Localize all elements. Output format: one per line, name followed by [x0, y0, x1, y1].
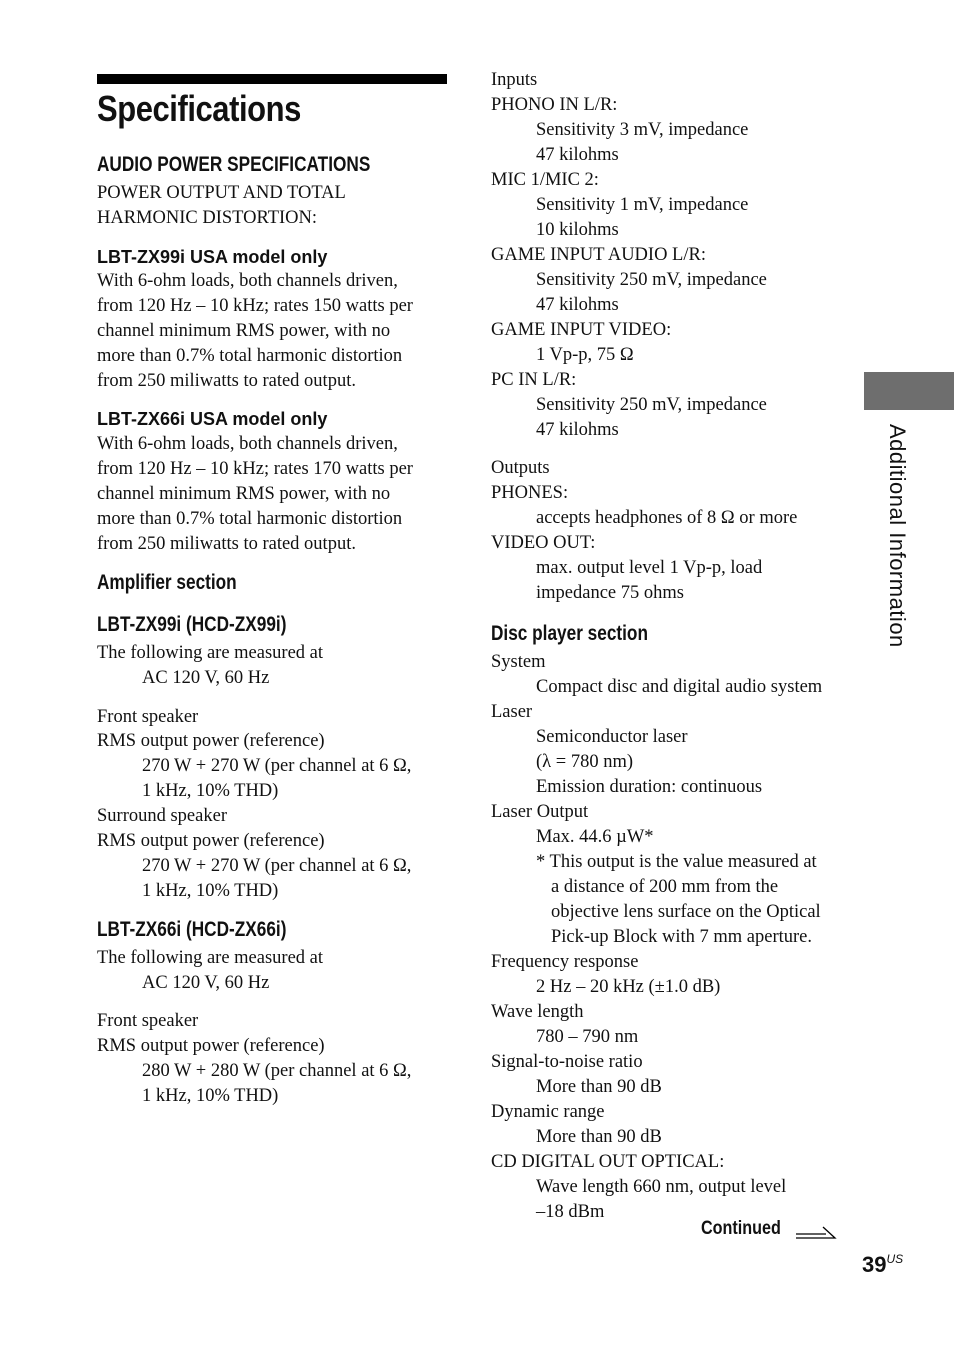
zx66-usa-heading: LBT-ZX66i USA model only [97, 409, 328, 429]
zx99-front-value: 270 W + 270 W (per channel at 6 Ω, [142, 756, 412, 776]
zx66-ac: AC 120 V, 60 Hz [142, 973, 270, 993]
zx66-front-value: 280 W + 280 W (per channel at 6 Ω, [142, 1061, 412, 1081]
laser-output-value: Max. 44.6 µW* [536, 827, 654, 847]
section-tab-marker [864, 372, 954, 410]
laser-label: Laser [491, 702, 533, 722]
zx66-usa-text: With 6-ohm loads, both channels driven, [97, 434, 398, 454]
pc-value: Sensitivity 250 mV, impedance [536, 395, 767, 415]
phones-label: PHONES: [491, 483, 569, 503]
mic-value: 10 kilohms [536, 220, 619, 240]
cd-digital-out-label: CD DIGITAL OUT OPTICAL: [491, 1152, 725, 1172]
amplifier-section-heading: Amplifier section [97, 571, 237, 594]
video-out-label: VIDEO OUT: [491, 533, 596, 553]
zx99-usa-text: more than 0.7% total harmonic distortion [97, 346, 403, 366]
zx66-heading: LBT-ZX66i (HCD-ZX66i) [97, 918, 287, 941]
snr-value: More than 90 dB [536, 1077, 662, 1097]
audio-intro-line: HARMONIC DISTORTION: [97, 208, 318, 228]
title-rule [97, 74, 447, 84]
laser-note: a distance of 200 mm from the [551, 877, 779, 897]
laser-value: Semiconductor laser [536, 727, 688, 747]
phono-label: PHONO IN L/R: [491, 95, 618, 115]
pc-value: 47 kilohms [536, 420, 619, 440]
laser-value: Emission duration: continuous [536, 777, 763, 797]
zx66-front-rms: RMS output power (reference) [97, 1036, 325, 1056]
zx99-front-label: Front speaker [97, 707, 199, 727]
zx99-ac: AC 120 V, 60 Hz [142, 668, 270, 688]
zx66-usa-text: more than 0.7% total harmonic distortion [97, 509, 403, 529]
inputs-label: Inputs [491, 70, 538, 90]
disc-player-heading: Disc player section [491, 622, 648, 645]
cd-digital-out-value: Wave length 660 nm, output level [536, 1177, 787, 1197]
system-value: Compact disc and digital audio system [536, 677, 823, 697]
game-video-label: GAME INPUT VIDEO: [491, 320, 672, 340]
zx99-front-value: 1 kHz, 10% THD) [142, 781, 279, 801]
zx99-usa-text: from 120 Hz – 10 kHz; rates 150 watts per [97, 296, 413, 316]
freq-label: Frequency response [491, 952, 639, 972]
mic-value: Sensitivity 1 mV, impedance [536, 195, 749, 215]
audio-power-heading: AUDIO POWER SPECIFICATIONS [97, 153, 371, 176]
page-number [862, 1252, 903, 1278]
mic-label: MIC 1/MIC 2: [491, 170, 599, 190]
zx99-measured: The following are measured at [97, 643, 324, 663]
zx99-usa-text: from 250 miliwatts to rated output. [97, 371, 356, 391]
phono-value: Sensitivity 3 mV, impedance [536, 120, 749, 140]
game-audio-label: GAME INPUT AUDIO L/R: [491, 245, 706, 265]
dynamic-range-value: More than 90 dB [536, 1127, 662, 1147]
freq-value: 2 Hz – 20 kHz (±1.0 dB) [536, 977, 721, 997]
laser-note: Pick-up Block with 7 mm aperture. [551, 927, 813, 947]
wave-label: Wave length [491, 1002, 584, 1022]
laser-note: objective lens surface on the Optical [551, 902, 821, 922]
side-section-label: Additional Information [885, 424, 910, 648]
zx99-usa-text: With 6-ohm loads, both channels driven, [97, 271, 398, 291]
pc-label: PC IN L/R: [491, 370, 577, 390]
cd-digital-out-value: –18 dBm [536, 1202, 605, 1222]
page-number-suffix: US [886, 1252, 904, 1266]
snr-label: Signal-to-noise ratio [491, 1052, 643, 1072]
video-out-value: max. output level 1 Vp-p, load [536, 558, 763, 578]
outputs-label: Outputs [491, 458, 550, 478]
phones-value: accepts headphones of 8 Ω or more [536, 508, 798, 528]
zx99-surround-label: Surround speaker [97, 806, 227, 826]
dynamic-range-label: Dynamic range [491, 1102, 605, 1122]
zx66-usa-text: from 120 Hz – 10 kHz; rates 170 watts per [97, 459, 413, 479]
laser-output-label: Laser Output [491, 802, 589, 822]
zx66-measured: The following are measured at [97, 948, 324, 968]
zx66-usa-text: channel minimum RMS power, with no [97, 484, 391, 504]
continued-label: Continued [701, 1218, 781, 1239]
zx99-heading: LBT-ZX99i (HCD-ZX99i) [97, 613, 287, 636]
laser-note: * This output is the value measured at [536, 852, 817, 872]
laser-value: (λ = 780 nm) [536, 752, 633, 772]
zx99-surround-rms: RMS output power (reference) [97, 831, 325, 851]
zx99-front-rms: RMS output power (reference) [97, 731, 325, 751]
zx99-usa-text: channel minimum RMS power, with no [97, 321, 391, 341]
zx66-front-value: 1 kHz, 10% THD) [142, 1086, 279, 1106]
zx66-front-label: Front speaker [97, 1011, 199, 1031]
game-audio-value: Sensitivity 250 mV, impedance [536, 270, 767, 290]
video-out-value: impedance 75 ohms [536, 583, 684, 603]
zx99-surround-value: 270 W + 270 W (per channel at 6 Ω, [142, 856, 412, 876]
page-title: Specifications [97, 88, 301, 129]
zx99-usa-heading: LBT-ZX99i USA model only [97, 247, 328, 267]
page-number-value: 39 [862, 1252, 887, 1277]
audio-intro-line: POWER OUTPUT AND TOTAL [97, 183, 346, 203]
phono-value: 47 kilohms [536, 145, 619, 165]
zx99-surround-value: 1 kHz, 10% THD) [142, 881, 279, 901]
zx66-usa-text: from 250 miliwatts to rated output. [97, 534, 356, 554]
game-video-value: 1 Vp-p, 75 Ω [536, 345, 634, 365]
game-audio-value: 47 kilohms [536, 295, 619, 315]
continued-arrow-icon [795, 1222, 837, 1240]
system-label: System [491, 652, 546, 672]
wave-value: 780 – 790 nm [536, 1027, 639, 1047]
